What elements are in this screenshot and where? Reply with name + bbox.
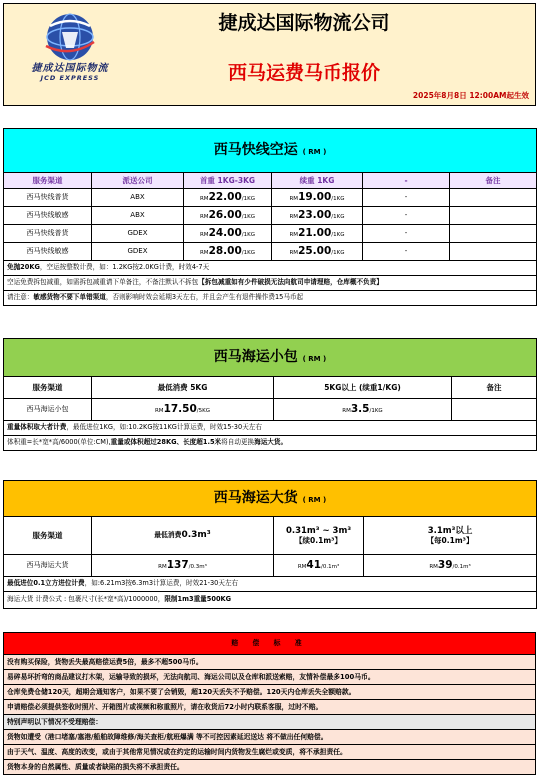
high-rate-cell: RM39/0.1m³	[364, 555, 537, 577]
sea-bulk-table	[3, 480, 537, 609]
min-charge-cell: RM17.50/5KG	[92, 399, 274, 421]
logo-subtext: JCD EXPRESS	[40, 74, 100, 82]
compensation-item: 由于天气、温度、高度的改变，或由于其他常见情况或在约定的运输时间内货物发生腐烂或变质，将不承担责任。	[4, 745, 536, 760]
carrier-cell: GDEX	[92, 225, 184, 243]
sea-small-table	[3, 338, 537, 451]
air-note-row	[4, 291, 537, 306]
globe-logo-icon	[44, 12, 96, 62]
sea-bulk-note-2: 海运大货 计费公式 : 包裹尺寸(长*宽*高)/1000000，限制1m3重量500KG	[4, 592, 537, 609]
air-note-1: 免抛20KG，空运按整数计费，如：1.2KG按2.0KG计费，时效4-7天	[4, 261, 537, 276]
sea-bulk-unit: ( RM )	[302, 496, 327, 505]
compensation-item: 易碎易坏折弯的商品建议打木架，运输导致的损坏，无法向航司、海运公司以及仓库和派送索赔，友情补偿最多100马币。	[4, 670, 536, 685]
remark-cell	[452, 399, 537, 421]
first-weight-cell: RM24.00/1KG	[184, 225, 272, 243]
remark-cell	[450, 207, 537, 225]
sea-small-note-row	[4, 421, 537, 436]
carrier-cell: ABX	[92, 189, 184, 207]
sea-small-header-row	[4, 377, 537, 399]
column-header: 0.31m³ ~ 3m³ 【续0.1m³】	[274, 517, 364, 555]
sea-small-note-row	[4, 436, 537, 451]
mid-rate-cell: RM41/0.1m³	[274, 555, 364, 577]
compensation-table	[3, 632, 536, 775]
column-header: 最低消费 5KG	[92, 377, 274, 399]
compensation-row	[4, 685, 536, 700]
air-express-title	[4, 129, 537, 173]
column-header: 备注	[452, 377, 537, 399]
column-header: 服务渠道	[4, 517, 92, 555]
table-row	[4, 399, 537, 421]
column-header: 服务渠道	[4, 173, 92, 189]
column-header: 续重 1KG	[272, 173, 363, 189]
air-express-table	[3, 128, 537, 306]
compensation-item: 申请赔偿必须提供签收时照片、开箱图片或视频和称重照片，请在收货后72小时内联系客服，过时不赔。	[4, 700, 536, 715]
sea-bulk-note-row	[4, 577, 537, 592]
compensation-item: 特别声明以下情况不受理赔偿：	[4, 715, 536, 730]
sea-bulk-title	[4, 481, 537, 517]
dash-cell: -	[363, 189, 450, 207]
carrier-cell: ABX	[92, 207, 184, 225]
air-note-3: 请注意：敏感货物不要下单错渠道，否则影响时效会延期3天左右，并且会产生有退件操作费15马币起	[4, 291, 537, 306]
remark-cell	[450, 243, 537, 261]
sea-small-unit: ( RM )	[302, 355, 327, 364]
sea-small-title	[4, 339, 537, 377]
cont-weight-cell: RM25.00/1KG	[272, 243, 363, 261]
dash-cell: -	[363, 243, 450, 261]
compensation-item: 货物本身的自然属性、质量或者缺陷的损失将不承担责任。	[4, 760, 536, 775]
column-header: 首重 1KG-3KG	[184, 173, 272, 189]
compensation-special-row	[4, 715, 536, 730]
sea-small-title-text: 西马海运小包	[213, 349, 298, 366]
min-charge-cell: RM137/0.3m³	[92, 555, 274, 577]
page-header	[3, 3, 536, 106]
cont-weight-cell: RM3.5/1KG	[274, 399, 452, 421]
column-header: 3.1m³以上 【每0.1m³】	[364, 517, 537, 555]
air-note-row	[4, 276, 537, 291]
sea-bulk-note-row	[4, 592, 537, 609]
table-row	[4, 555, 537, 577]
compensation-row	[4, 730, 536, 745]
logo-text: 捷成达国际物流	[31, 63, 109, 74]
channel-cell: 西马快线普货	[4, 189, 92, 207]
column-header: 备注	[450, 173, 537, 189]
remark-cell	[450, 189, 537, 207]
first-weight-cell: RM28.00/1KG	[184, 243, 272, 261]
channel-cell: 西马快线敏感	[4, 207, 92, 225]
company-name: 捷成达国际物流公司	[218, 12, 390, 34]
air-express-header-row	[4, 173, 537, 189]
air-note-2: 空运免费拆包减重，如需拆包减重请下单备注，不备注默认不拆包【拆包减重如有少件破损无法向航司申请理赔，仓库概不负责】	[4, 276, 537, 291]
table-row	[4, 189, 537, 207]
channel-cell: 西马海运小包	[4, 399, 92, 421]
compensation-row	[4, 760, 536, 775]
compensation-item: 没有购买保险，货物丢失最高赔偿运费5倍，最多不超500马币。	[4, 655, 536, 670]
column-header: 最低消费0.3m³	[92, 517, 274, 555]
compensation-title: 赔 偿 标 准	[4, 633, 536, 655]
compensation-item: 货物如遭受（港口堵塞/塞港/船舶故障维修/海关查柜/航班爆满 等不可控因素延迟送达 将不做出任何赔偿。	[4, 730, 536, 745]
compensation-row	[4, 745, 536, 760]
sea-bulk-note-1: 最低进位0.1立方进位计费，如:6.21m3按6.3m3计算运费，时效21-30天左右	[4, 577, 537, 592]
company-logo	[26, 12, 114, 90]
channel-cell: 西马海运大货	[4, 555, 92, 577]
effective-date: 2025年8月8日 12:00AM起生效	[412, 91, 529, 100]
channel-cell: 西马快线普货	[4, 225, 92, 243]
channel-cell: 西马快线敏感	[4, 243, 92, 261]
first-weight-cell: RM26.00/1KG	[184, 207, 272, 225]
report-title: 西马运费马币报价	[227, 62, 380, 84]
sea-small-note-2: 体积重=长*宽*高/6000(单位:CM),重量或体积超过28KG、长度超1.5米将自动更换海运大货。	[4, 436, 537, 451]
column-header: 5KG以上 (续重1/KG)	[274, 377, 452, 399]
dash-cell: -	[363, 225, 450, 243]
column-header: 派送公司	[92, 173, 184, 189]
sea-bulk-title-text: 西马海运大货	[213, 490, 298, 507]
air-express-title-text: 西马快线空运	[213, 142, 298, 159]
cont-weight-cell: RM21.00/1KG	[272, 225, 363, 243]
table-row	[4, 225, 537, 243]
remark-cell	[450, 225, 537, 243]
table-row	[4, 207, 537, 225]
compensation-row	[4, 700, 536, 715]
compensation-row	[4, 670, 536, 685]
table-row	[4, 243, 537, 261]
air-note-row	[4, 261, 537, 276]
first-weight-cell: RM22.00/1KG	[184, 189, 272, 207]
sea-small-note-1: 重量体积取大者计费，最低进位1KG，如:10.2KG按11KG计算运费，时效15-30天左右	[4, 421, 537, 436]
air-express-unit: ( RM )	[302, 148, 327, 157]
compensation-item: 仓库免费仓储120天，超期会通知客户，如果不要了会销毁，超120天丢失不予赔偿。120天内仓库丢失全额赔款。	[4, 685, 536, 700]
column-header: -	[363, 173, 450, 189]
cont-weight-cell: RM19.00/1KG	[272, 189, 363, 207]
cont-weight-cell: RM23.00/1KG	[272, 207, 363, 225]
carrier-cell: GDEX	[92, 243, 184, 261]
sea-bulk-header-row	[4, 517, 537, 555]
compensation-row	[4, 655, 536, 670]
column-header: 服务渠道	[4, 377, 92, 399]
dash-cell: -	[363, 207, 450, 225]
